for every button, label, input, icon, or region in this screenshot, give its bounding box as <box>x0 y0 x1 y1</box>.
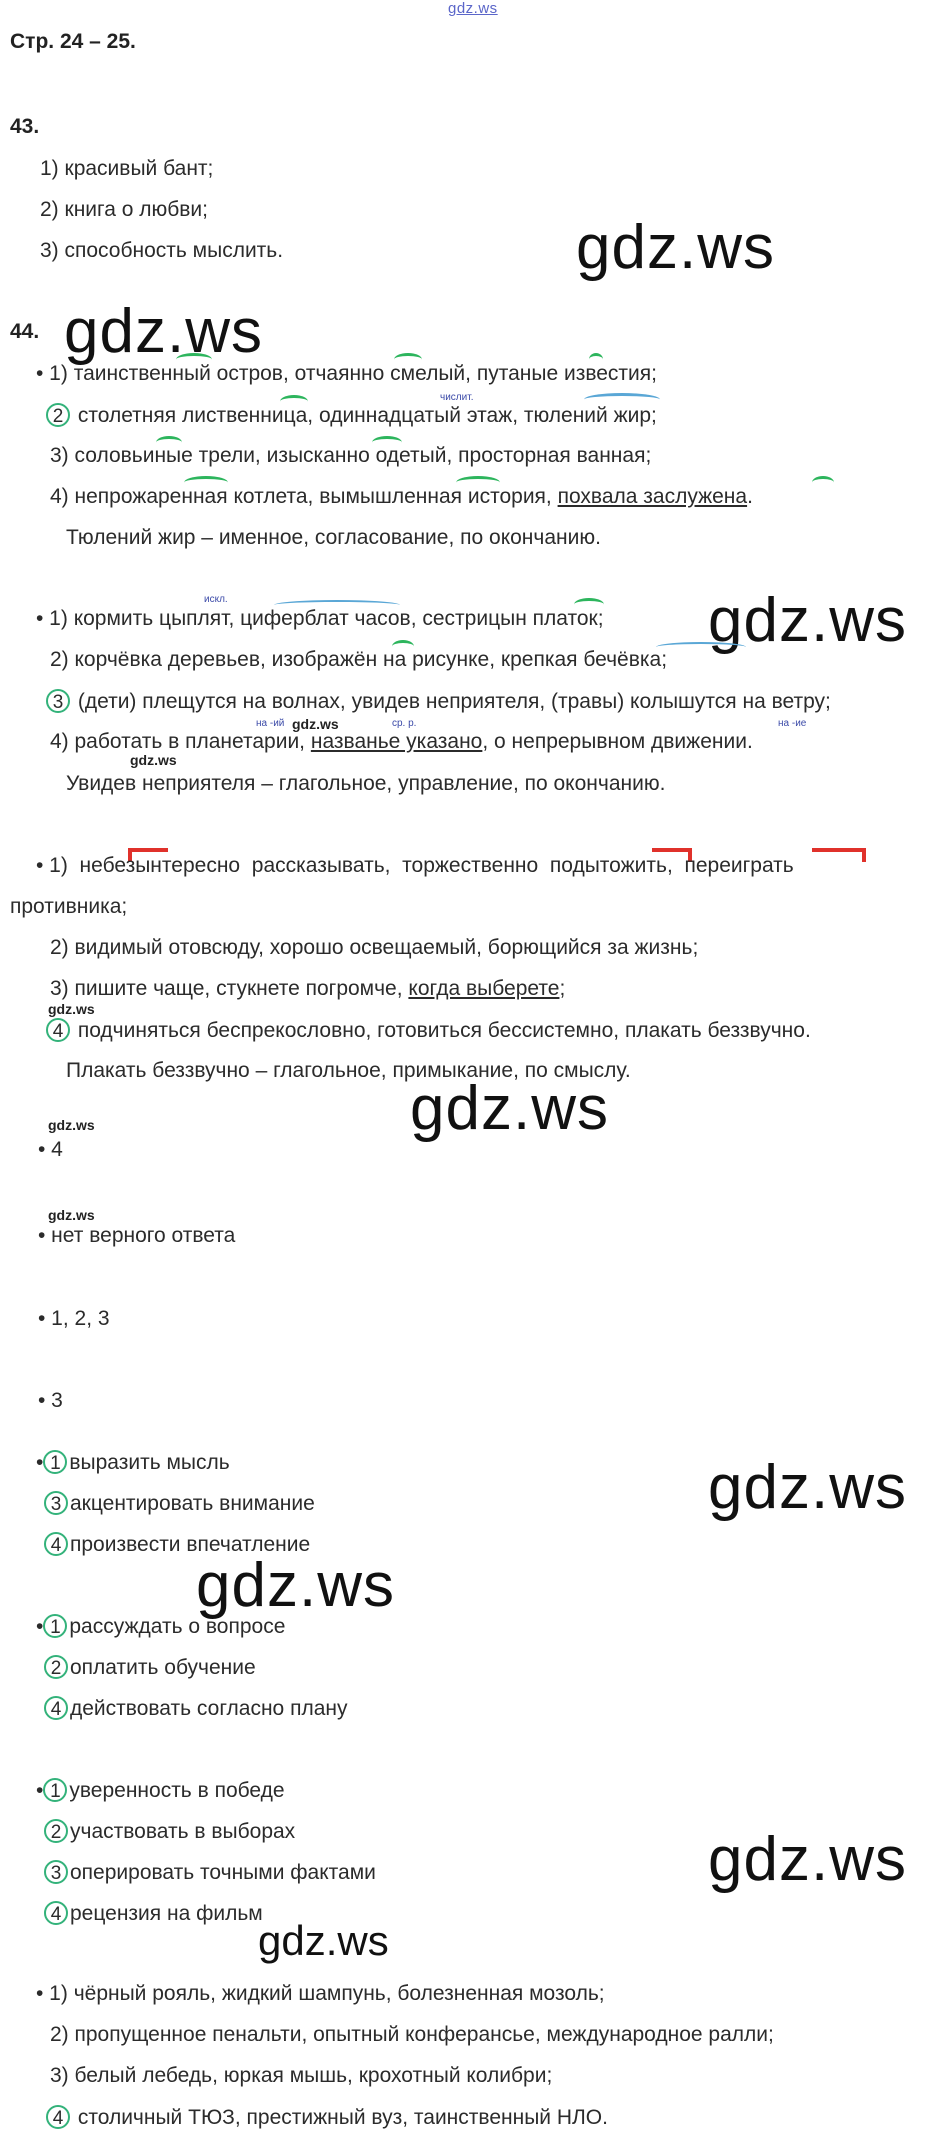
underlined-phrase: когда выберете <box>408 977 560 1000</box>
underlined-phrase: похвала заслужена <box>557 485 748 508</box>
b1-note: Тюлений жир – именное, согласование, по окончанию. <box>66 526 601 549</box>
ex43-item-1: 1) красивый бант; <box>40 157 214 180</box>
answer-circle: 1 <box>43 1450 67 1474</box>
watermark-small: gdz.ws <box>130 752 177 768</box>
answer-circle: 4 <box>44 1901 68 1925</box>
watermark-top: gdz.ws <box>448 0 498 17</box>
watermark-big: gdz.ws <box>708 1453 907 1522</box>
answer-circle: 3 <box>46 689 70 713</box>
underlined-phrase: названье указано <box>310 730 483 753</box>
answer-3: • 1, 2, 3 <box>38 1307 110 1330</box>
answer-circle: 2 <box>44 1655 68 1679</box>
b4-line-1: • 1) чёрный рояль, жидкий шампунь, болезненная мозоль; <box>36 1982 605 2005</box>
ex43-item-2: 2) книга о любви; <box>40 198 208 221</box>
answer-circle: 4 <box>46 2105 70 2129</box>
b3-line-1b: противника; <box>10 895 128 918</box>
watermark-small: gdz.ws <box>48 1117 95 1133</box>
b3-line-3: 3) пишите чаще, стукнете погромче, когда выберете; <box>50 977 566 1000</box>
b4-line-2: 2) пропущенное пенальти, опытный конферансье, международное ралли; <box>50 2023 774 2046</box>
answer-2: • нет верного ответа <box>38 1224 236 1247</box>
b1-line-3: 3) соловьиные трели, изысканно одетый, просторная ванная; <box>50 444 652 467</box>
b2-line-3-text: (дети) плещутся на волнах, увидев неприятеля, (травы) колышутся на ветру; <box>77 690 831 713</box>
b1-line-2-text: столетняя лиственница, одиннадцатый этаж, тюлений жир; <box>77 404 657 427</box>
answer-circle: 1 <box>43 1778 67 1802</box>
b1-line-4: 4) непрожаренная котлета, вымышленная история, похвала заслужена. <box>50 485 753 508</box>
watermark-small: gdz.ws <box>292 716 339 732</box>
b2-line-4: 4) работать в планетарии, названье указано, о непрерывном движении. <box>50 730 753 753</box>
b3-line-4-text: подчиняться беспрекословно, готовиться бессистемно, плакать беззвучно. <box>77 1019 811 1042</box>
watermark-big: gdz.ws <box>410 1074 609 1143</box>
answer-circle: 4 <box>44 1532 68 1556</box>
answer-circle: 4 <box>44 1696 68 1720</box>
b2-line-3 <box>46 689 831 714</box>
tag-label: искл. <box>204 594 228 605</box>
answer-1: • 4 <box>38 1138 63 1161</box>
b1-line-2 <box>46 403 657 428</box>
watermark-big: gdz.ws <box>708 1825 907 1894</box>
b1-line-1: • 1) таинственный остров, отчаянно смелый, путаные известия; <box>36 362 657 385</box>
ex43-item-3: 3) способность мыслить. <box>40 239 284 262</box>
watermark-big: gdz.ws <box>708 586 907 655</box>
b4-line-4-text: столичный ТЮЗ, престижный вуз, таинственный НЛО. <box>77 2106 608 2129</box>
watermark-small: gdz.ws <box>48 1207 95 1223</box>
tag-label: на -ий <box>256 718 285 729</box>
list2-item: 2 оплатить обучение <box>44 1655 256 1680</box>
list1-item: 3 акцентировать внимание <box>44 1491 315 1516</box>
list2-item: • 1 рассуждать о вопросе <box>36 1615 286 1638</box>
arc-mark <box>656 642 746 652</box>
answer-circle: 4 <box>46 1018 70 1042</box>
watermark-small: gdz.ws <box>48 1001 95 1017</box>
b3-line-4 <box>46 1018 811 1043</box>
b3-note: Плакать беззвучно – глагольное, примыкание, по смыслу. <box>66 1059 631 1082</box>
b4-line-4 <box>46 2105 608 2130</box>
watermark-medium: gdz.ws <box>258 1917 389 1964</box>
watermark-big: gdz.ws <box>64 297 263 366</box>
watermark-big: gdz.ws <box>196 1551 395 1620</box>
answer-circle: 3 <box>44 1860 68 1884</box>
list3-item: 3 оперировать точными фактами <box>44 1860 376 1885</box>
b3-line-1a: • 1) небезынтересно рассказывать, торжественно подытожить, переиграть <box>36 854 794 877</box>
exercise-44-number: 44. <box>10 320 40 343</box>
answer-circle: 2 <box>46 403 70 427</box>
tag-label: на -ие <box>778 718 807 729</box>
list1-item: 4 произвести впечатление <box>44 1532 310 1557</box>
answer-circle: 1 <box>43 1614 67 1638</box>
exercise-43-number: 43. <box>10 115 40 138</box>
list3-item: 2 участвовать в выборах <box>44 1819 295 1844</box>
list1-item: • 1 выразить мысль <box>36 1451 230 1474</box>
b2-line-1: • 1) кормить цыплят, циферблат часов, сестрицын платок; <box>36 607 604 630</box>
b4-line-3: 3) белый лебедь, юркая мышь, крохотный колибри; <box>50 2064 553 2087</box>
list2-item: 4 действовать согласно плану <box>44 1696 347 1721</box>
tag-label: ср. р. <box>392 718 417 729</box>
answer-circle: 2 <box>44 1819 68 1843</box>
b2-note: Увидев неприятеля – глагольное, управление, по окончанию. <box>66 772 666 795</box>
answer-4: • 3 <box>38 1389 63 1412</box>
list3-item: 4 рецензия на фильм <box>44 1901 263 1926</box>
b3-line-2: 2) видимый отовсюду, хорошо освещаемый, борющийся за жизнь; <box>50 936 699 959</box>
b2-line-2: 2) корчёвка деревьев, изображён на рисунке, крепкая бечёвка; <box>50 648 668 671</box>
page-header: Стр. 24 – 25. <box>10 30 136 53</box>
answer-circle: 3 <box>44 1491 68 1515</box>
tag-label: числит. <box>440 392 474 403</box>
accent-mark <box>812 476 834 489</box>
list3-item: • 1 уверенность в победе <box>36 1779 285 1802</box>
watermark-big: gdz.ws <box>576 213 775 282</box>
